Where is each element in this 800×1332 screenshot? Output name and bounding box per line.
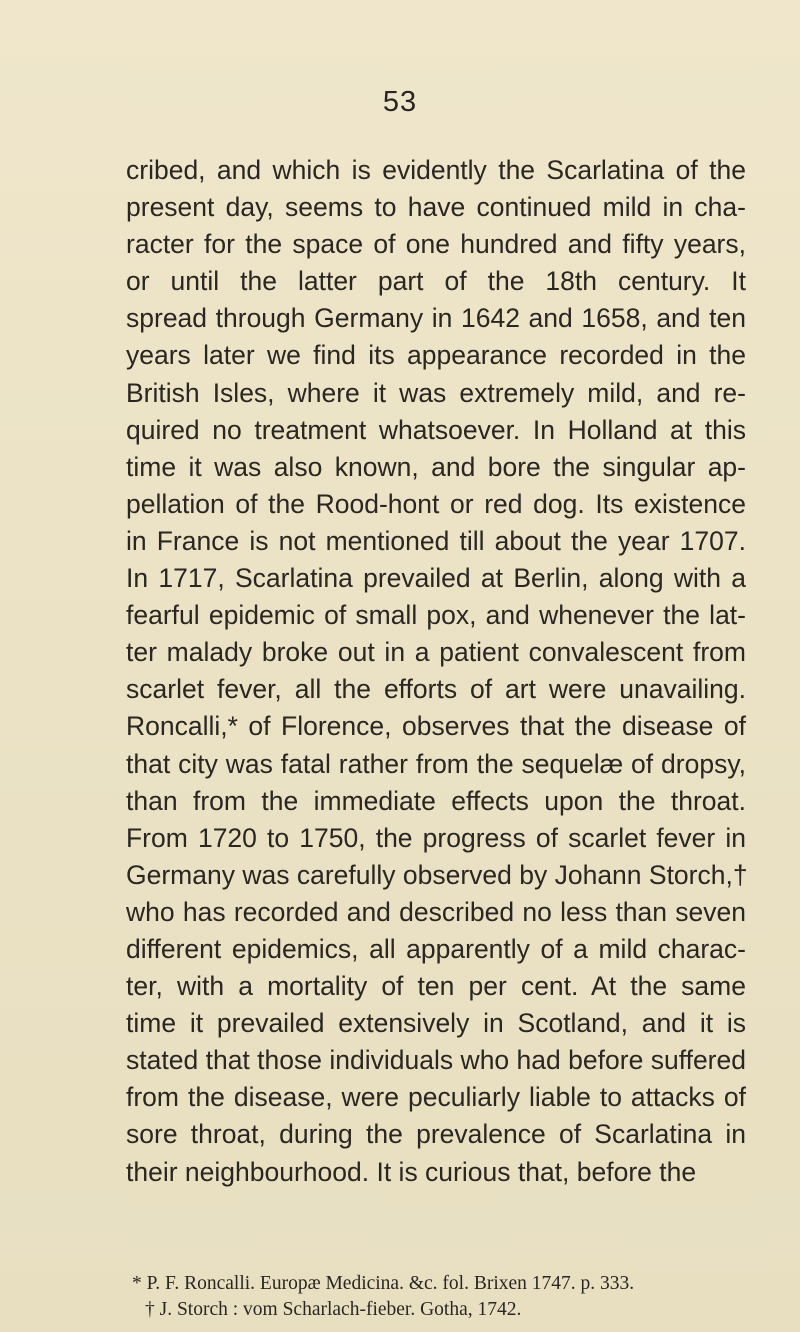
text-line: sore throat, during the prevalence of Scarlatina in xyxy=(126,1119,746,1150)
page-number: 53 xyxy=(382,86,418,118)
text-line: in France is not mentioned till about the year 1707. xyxy=(126,525,746,556)
body-text xyxy=(126,152,746,1191)
text-line: In 1717, Scarlatina prevailed at Berlin, along with a xyxy=(126,563,746,594)
text-line: pellation of the Rood-hont or red dog. Its existence xyxy=(126,488,746,519)
text-line: quired no treatment whatsoever. In Holland at this xyxy=(126,414,746,445)
text-line: that city was fatal rather from the sequelæ of dropsy, xyxy=(126,748,746,779)
text-line: spread through Germany in 1642 and 1658, and ten xyxy=(126,303,746,334)
text-line: stated that those individuals who had before suffered xyxy=(126,1045,746,1076)
text-line: cribed, and which is evidently the Scarlatina of the xyxy=(126,155,746,185)
text-line: British Isles, where it was extremely mild, and re- xyxy=(126,377,746,408)
text-line: fearful epidemic of small pox, and whenever the lat- xyxy=(126,600,746,631)
text-line: their neighbourhood. It is curious that, before the xyxy=(126,1156,697,1187)
text-line: from the disease, were peculiarly liable to attacks of xyxy=(126,1082,746,1113)
footnote-storch: † J. Storch : vom Scharlach-fieber. Gotha, 1742. xyxy=(145,1299,522,1320)
text-line: than from the immediate effects upon the throat. xyxy=(126,785,746,816)
text-line: ter malady broke out in a patient convalescent from xyxy=(126,637,746,668)
text-line: Germany was carefully observed by Johann Storch,† xyxy=(126,859,748,890)
text-line: scarlet fever, all the efforts of art were unavailing. xyxy=(126,674,746,705)
text-line: time it prevailed extensively in Scotland, and it is xyxy=(126,1008,746,1039)
text-line: present day, seems to have continued mild in cha- xyxy=(126,192,746,223)
text-line: years later we find its appearance recorded in the xyxy=(126,340,746,371)
text-line: ter, with a mortality of ten per cent. At the same xyxy=(126,971,746,1002)
footnote-roncalli: * P. F. Roncalli. Europæ Medicina. &c. fol. Brixen 1747. p. 333. xyxy=(132,1273,635,1294)
text-line: different epidemics, all apparently of a mild charac- xyxy=(126,933,746,964)
text-line: time it was also known, and bore the singular ap- xyxy=(126,451,746,482)
text-line: Roncalli,* of Florence, observes that the disease of xyxy=(126,711,746,742)
footnotes xyxy=(126,1271,746,1323)
text-line: or until the latter part of the 18th century. It xyxy=(126,266,746,297)
text-line: racter for the space of one hundred and fifty years, xyxy=(126,229,746,260)
text-line: From 1720 to 1750, the progress of scarlet fever in xyxy=(126,822,746,853)
text-line: who has recorded and described no less than seven xyxy=(126,896,746,927)
